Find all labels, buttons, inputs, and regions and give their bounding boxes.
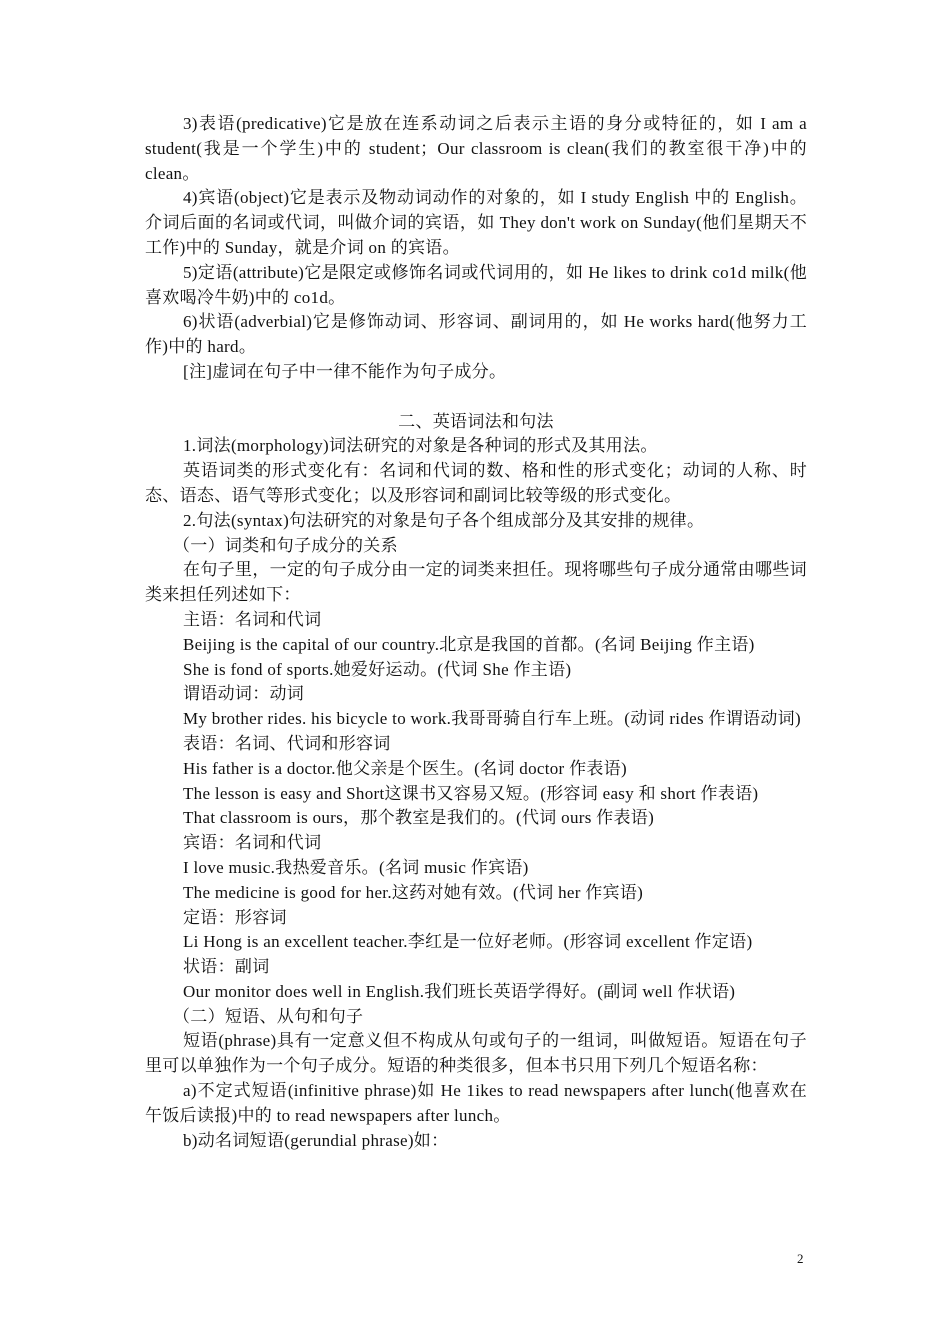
example-subject-pronoun: She is fond of sports.她爱好运动。(代词 She 作主语) bbox=[183, 659, 572, 679]
page-number: 2 bbox=[797, 1251, 804, 1266]
example-object-pronoun: The medicine is good for her.这药对她有效。(代词 her 作宾语) bbox=[183, 882, 644, 902]
example-predicative-noun: His father is a doctor.他父亲是个医生。(名词 doctor 作表语) bbox=[183, 758, 627, 778]
paragraph-attribute: 5)定语(attribute)它是限定或修饰名词或代词用的，如 He likes to drink co1d milk(他喜欢喝冷牛奶)中的 co1d。 bbox=[145, 262, 807, 307]
example-attribute: Li Hong is an excellent teacher.李红是一位好老师。(形容词 excellent 作定语) bbox=[183, 932, 753, 952]
example-predicate-verb: My brother rides. his bicycle to work.我哥哥骑自行车上班。(动词 rides 作谓语动词) bbox=[183, 709, 801, 729]
label-attribute: 定语：形容词 bbox=[183, 907, 287, 927]
paragraph-morphology: 1.词法(morphology)词法研究的对象是各种词的形式及其用法。 bbox=[183, 436, 658, 456]
example-adverbial: Our monitor does well in English.我们班长英语学得好。(副词 well 作状语) bbox=[183, 981, 736, 1001]
subheading-word-class-relation: （一）词类和句子成分的关系 bbox=[173, 535, 398, 555]
example-predicative-pronoun: That classroom is ours，那个教室是我们的。(代词 ours 作表语) bbox=[183, 808, 655, 828]
paragraph-predicative: 3)表语(predicative)它是放在连系动词之后表示主语的身分或特征的，如 I am a student(我是一个学生)中的 student；Our classroom is clean(我们的教室很干净)中的 clean。 bbox=[145, 114, 807, 183]
label-adverbial: 状语：副词 bbox=[183, 957, 270, 977]
document-page bbox=[145, 112, 807, 1153]
label-predicative: 表语：名词、代词和形容词 bbox=[183, 733, 391, 753]
subheading-phrase-clause-sentence: （二）短语、从句和句子 bbox=[173, 1006, 364, 1026]
paragraph-intro: 在句子里，一定的句子成分由一定的词类来担任。现将哪些句子成分通常由哪些词类来担任列述如下： bbox=[145, 560, 807, 605]
paragraph-infinitive-phrase: a)不定式短语(infinitive phrase)如 He 1ikes to read newspapers after lunch(他喜欢在午饭后读报)中的 to read newspapers after lunch。 bbox=[145, 1081, 807, 1125]
label-subject: 主语：名词和代词 bbox=[183, 609, 322, 629]
example-object-noun: I love music.我热爱音乐。(名词 music 作宾语) bbox=[183, 857, 529, 877]
paragraph-morphology-forms: 英语词类的形式变化有：名词和代词的数、格和性的形式变化；动词的人称、时态、语态、语气等形式变化；以及形容词和副词比较等级的形式变化。 bbox=[145, 461, 807, 505]
section-title: 二、英语词法和句法 bbox=[398, 411, 554, 431]
label-object: 宾语：名词和代词 bbox=[183, 833, 322, 853]
paragraph-gerundial-phrase: b)动名词短语(gerundial phrase)如： bbox=[183, 1130, 449, 1150]
paragraph-phrase: 短语(phrase)具有一定意义但不构成从句或句子的一组词，叫做短语。短语在句子里可以单独作为一个句子成分。短语的种类很多，但本书只用下列几个短语名称： bbox=[145, 1031, 807, 1076]
paragraph-adverbial: 6)状语(adverbial)它是修饰动词、形容词、副词用的，如 He works hard(他努力工作)中的 hard。 bbox=[145, 312, 807, 357]
example-predicative-adjective: The lesson is easy and Short这课书又容易又短。(形容词 easy 和 short 作表语) bbox=[183, 783, 759, 803]
paragraph-object: 4)宾语(object)它是表示及物动词动作的对象的，如 I study English 中的 English。介词后面的名词或代词，叫做介词的宾语，如 They don't work on Sunday(他们星期天不工作)中的 Sunday，就是介词 on 的宾语。 bbox=[145, 188, 807, 257]
blank-line bbox=[145, 385, 807, 410]
paragraph-syntax: 2.句法(syntax)句法研究的对象是句子各个组成部分及其安排的规律。 bbox=[183, 510, 705, 530]
label-predicate-verb: 谓语动词：动词 bbox=[183, 684, 305, 704]
paragraph-note: [注]虚词在句子中一律不能作为句子成分。 bbox=[183, 361, 507, 381]
example-subject-noun: Beijing is the capital of our country.北京是我国的首都。(名词 Beijing 作主语) bbox=[183, 634, 755, 654]
